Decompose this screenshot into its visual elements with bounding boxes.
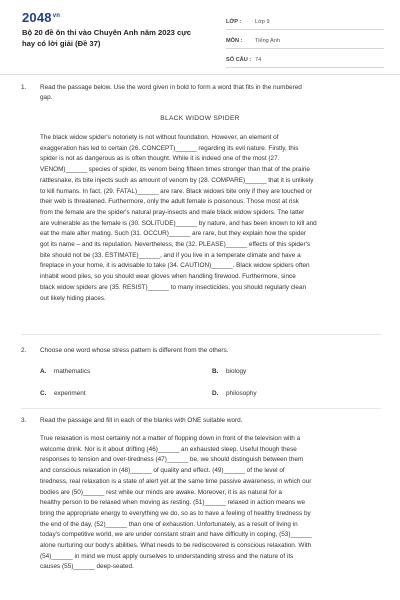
question-divider: [21, 408, 381, 409]
passage-line: bring the appropriate energy to everything we do, so as to have a feeling of healthy tiredness by: [40, 509, 311, 517]
question-instruction: [40, 83, 380, 103]
meta-label: LỚP :: [226, 19, 242, 25]
meta-value: 74: [255, 57, 262, 63]
passage-line: got its name – and its reputation. Nevertheless, the (32. PLEASE)______ effects of this spider's: [40, 241, 311, 249]
passage-line: the end of the day, (52)______ than one of exhaustion. Unfortunately, as a result of living in: [40, 520, 298, 528]
option-a[interactable]: [40, 368, 90, 375]
meta-value: Tiếng Anh: [255, 38, 280, 44]
header-divider: [0, 74, 400, 75]
passage-line: responses to tension and over-tiredness (47)______ be, we should distinguish between them: [40, 456, 304, 464]
passage-line: inhabit wood piles, so you should wear gloves when handling firewood. Furthermore, since: [40, 273, 296, 281]
option-text: biology: [226, 368, 247, 375]
passage-line: tiredness, real relaxation is a state of alert yet at the same time passive awareness, in which our: [40, 477, 312, 485]
passage-line: exaggeration has led to certain (26. CONCEPT)______ regarding its evil nature. Firstly, this: [40, 144, 299, 152]
logo-text: 2048: [22, 10, 52, 25]
meta-label: MÔN :: [226, 38, 243, 44]
passage-line: are vulnerable as the female is (30. SOLITUDE)______ by nature, and has been known to kill and: [40, 219, 317, 227]
passage-line: bodies are (50)______ rest while our minds are awake. Moreover, it is as natural for a: [40, 488, 282, 496]
passage-line: bite should not be (33. ESTIMATE)______, and if you live in a temperate climate and have a: [40, 251, 301, 259]
passage-line: their web is threatened. Furthermore, only the adult female is poisonous. Those most at risk: [40, 198, 299, 206]
passage-line: black widow spiders are (35. RESIST)______ to many insecticides, you should regularly clean: [40, 283, 307, 291]
passage-line: causes (55)______ deep-seated.: [40, 563, 134, 571]
passage-line: and conscious relaxation in (48)______ of quality and effect. (49)______ of the level of: [40, 467, 285, 475]
option-b[interactable]: [212, 368, 246, 375]
passage-line: to kill humans. In fact, (29. FATAL)______ are rare. Black widows bite only if they are touched or: [40, 187, 312, 195]
option-letter: B.: [212, 368, 219, 375]
meta-value: Lớp 9: [255, 19, 270, 25]
logo-suffix: vn: [52, 12, 61, 19]
question-instruction: Choose one word whose stress pattern is different from the others.: [40, 347, 229, 354]
meta-row-mon: [226, 34, 384, 49]
instruction-line: Read the passage below. Use the word given in bold to form a word that fits in the numbered: [40, 84, 302, 91]
meta-label: SỐ CÂU :: [226, 57, 252, 63]
instruction-line: gap.: [40, 94, 53, 101]
question-instruction: Read the passage and fill in each of the blanks with ONE suitable word.: [40, 417, 243, 424]
option-text: philosophy: [226, 390, 257, 397]
question-divider: [21, 334, 381, 335]
passage-line: The black widow spider's notoriety is not without foundation. However, an element of: [40, 134, 279, 141]
meta-row-socau: [226, 53, 384, 68]
option-letter: A.: [40, 368, 47, 375]
option-text: mathematics: [54, 368, 91, 375]
meta-row-lop: [226, 15, 384, 30]
option-letter: D.: [212, 390, 219, 397]
header: [0, 0, 400, 70]
passage-line: out likely hiding places.: [40, 294, 106, 302]
passage-line: spider is not as dangerous as is often thought. While it is indeed one of the most (27.: [40, 155, 280, 163]
passage-line: fireplace in your home, it is advisable to take (34. CAUTION)______. Black widow spiders often: [40, 262, 310, 270]
passage-line: alone nurturing our body's abilities. What needs to be rediscovered is conscious relaxation. With: [40, 542, 312, 550]
passage-text: [40, 133, 382, 304]
meta-info: [226, 15, 384, 72]
passage-line: from the female are the spider's natural pray-insects and male black widow spiders. The latter: [40, 208, 305, 216]
passage-line: healthy person to be relaxed when moving as resting. (51)______ relaxed in action means we: [40, 499, 306, 507]
option-letter: C.: [40, 390, 47, 397]
document-title: Bộ 20 đề ôn thi vào Chuyên Anh năm 2023 cực hay có lời giải (Đề 37): [22, 28, 191, 48]
option-c[interactable]: [40, 390, 86, 397]
passage-line: welcome drink. Nor is it about drifting (46)______ an exhausted sleep. Useful though these: [40, 445, 297, 453]
option-d[interactable]: [212, 390, 257, 397]
question-number: 1.: [21, 84, 27, 91]
passage-line: True relaxation is most certainly not a matter of flopping down in front of the television with a: [40, 435, 301, 442]
passage-title: BLACK WIDOW SPIDER: [160, 115, 240, 122]
passage-line: eat the male after mating. Such (31. OCCUR)______ are rare, but they explain how the spider: [40, 230, 307, 238]
passage-line: VENOM)______ species of spider, its venom being fifteen times stronger than that of the prairie: [40, 166, 310, 174]
passage-text: [40, 434, 382, 573]
passage-line: (54)______ in mind we must apply ourselves to understanding stress and the nature of its: [40, 552, 294, 560]
passage-line: today's competitive world, we are under constant strain and have difficulty in coping, (53)______: [40, 531, 312, 539]
question-number: 2.: [21, 347, 27, 354]
question-number: 3.: [21, 417, 27, 424]
site-logo[interactable]: [22, 10, 60, 25]
option-text: experiment: [54, 390, 86, 397]
passage-line: rattlesnake, its bite injects such as amount of venom by (28. COMPARE)______ that it is unlikely: [40, 176, 314, 184]
